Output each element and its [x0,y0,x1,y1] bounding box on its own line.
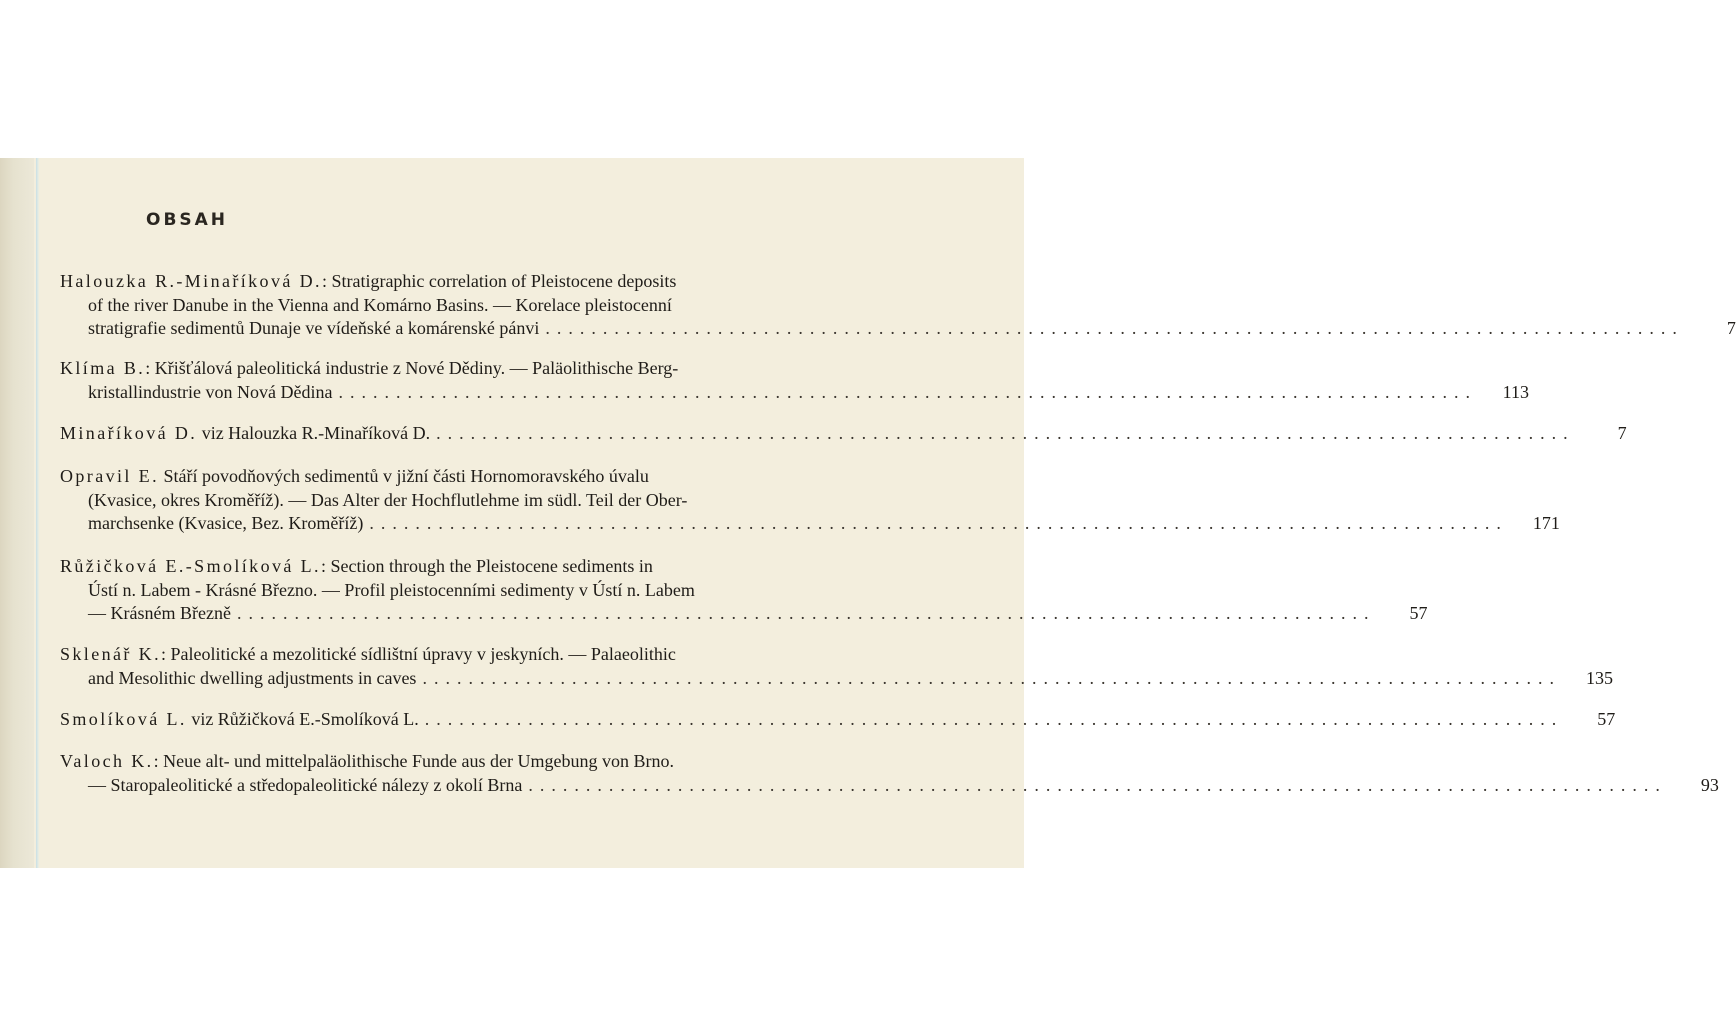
contents-heading: OBSAH [146,210,229,230]
toc-entry-sklenar [60,643,1613,690]
entry-title-line: : Paleolitické a mezolitické sídlištní úpravy v jeskyních. — Palaeolithic [160,644,676,664]
entry-title-line: kristallindustrie von Nová Dědina [88,381,333,402]
entry-title-line: and Mesolithic dwelling adjustments in caves [88,667,417,688]
entry-author: Opravil E. [60,466,159,486]
entry-title-line: viz Růžičková E.-Smolíková L. [186,709,419,729]
dot-leader: ................................................................................................... [436,423,1575,443]
entry-page-number: 171 [1532,513,1560,533]
entry-author: Růžičková E.-Smolíková L. [60,556,321,576]
toc-entry-ruzickova [60,555,1428,626]
entry-page-number: 57 [1597,709,1616,729]
dot-leader: ................................................................................................... [369,513,1508,533]
toc-entry-halouzka [60,270,1736,341]
entry-title-line: stratigrafie sedimentů Dunaje ve vídeňské a komárenské pánvi [88,318,540,338]
dot-leader: ................................................................................................... [545,318,1684,338]
entry-title-line: Ústí n. Labem - Krásné Březno. — Profil pleistocenními sedimenty v Ústí n. Labem [88,579,695,600]
entry-author: Valoch K. [60,751,154,771]
entry-author: Halouzka R.-Minaříková D. [60,271,322,291]
dot-leader: ................................................................................................... [236,603,1376,623]
book-page [0,158,1736,868]
entry-title-line: : Stratigraphic correlation of Pleistocene deposits [321,271,677,291]
dot-leader: ................................................................................................... [338,381,1477,402]
entry-page-number: 135 [1585,667,1613,688]
toc-entry-klima [60,357,1529,404]
entry-author: Sklenář K. [60,644,161,664]
entry-title-line: (Kvasice, okres Kroměříž). — Das Alter der Hochflutlehme im südl. Teil der Ober- [88,489,688,510]
entry-title-line: — Staropaleolitické a středopaleolitické nálezy z okolí Brna [88,774,523,795]
dot-leader: ................................................................................................... [528,774,1667,795]
page-edge-line [36,158,39,868]
dot-leader: ................................................................................................... [424,709,1564,729]
entry-page-number: 57 [1409,603,1428,623]
entry-title-line: : Section through the Pleistocene sediments in [320,556,653,576]
entry-author: Smolíková L. [60,709,187,729]
entry-title-line: : Křišťálová paleolitická industrie z Nové Dědiny. — Paläolithische Berg- [145,358,679,378]
entry-title-line: marchsenke (Kvasice, Bez. Kroměříž) [88,513,364,533]
entry-title-line: viz Halouzka R.-Minaříková D. [197,423,431,443]
toc-entry-smolikova [60,708,1616,732]
page-edge-shadow [0,158,34,868]
entry-author: Klíma B. [60,358,146,378]
entry-title-line: : Neue alt- und mittelpaläolithische Funde aus der Umgebung von Brno. [153,751,674,771]
entry-page-number: 7 [1726,318,1736,338]
toc-entry-minarikova [60,422,1627,446]
entry-title-line: of the river Danube in the Vienna and Komárno Basins. — Korelace pleistocenní [88,294,672,315]
entry-page-number: 93 [1700,774,1719,795]
entry-author: Minaříková D. [60,423,198,443]
entry-title-line: — Krásném Březně [88,603,231,623]
entry-title-line: Stáří povodňových sedimentů v jižní části Hornomoravského úvalu [158,466,649,486]
dot-leader: ................................................................................................... [422,667,1561,688]
toc-entry-valoch [60,750,1719,797]
toc-entry-opravil [60,465,1560,536]
entry-page-number: 113 [1502,381,1529,402]
entry-page-number: 7 [1617,423,1627,443]
